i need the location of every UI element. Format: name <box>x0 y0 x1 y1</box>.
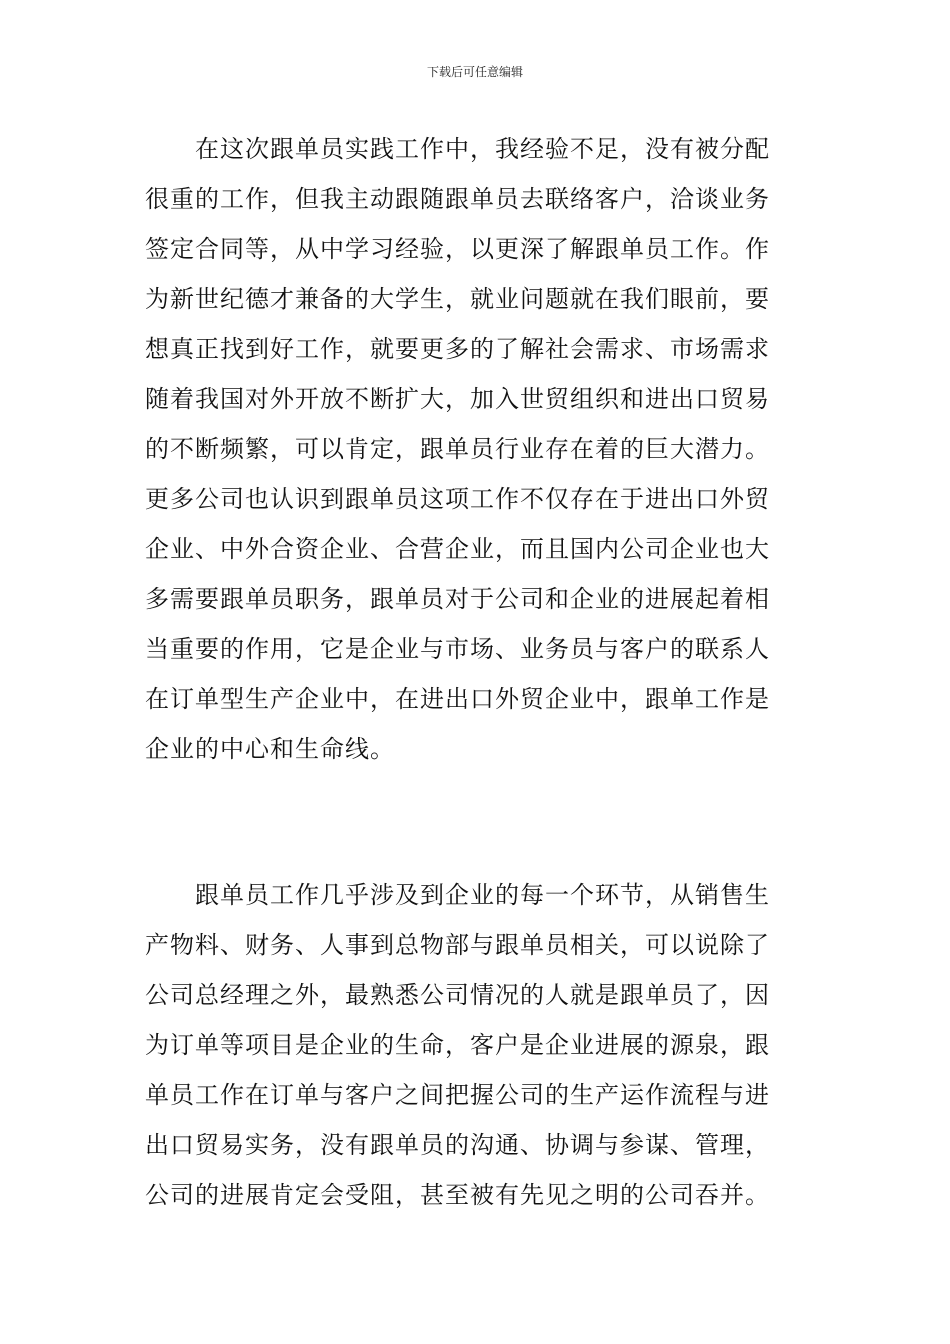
text-line: 公司的进展肯定会受阻，甚至被有先见之明的公司吞并。 <box>145 1181 770 1209</box>
paragraph-2 <box>145 870 815 1220</box>
text-line: 多需要跟单员职务，跟单员对于公司和企业的进展起着相 <box>145 585 770 613</box>
text-line: 签定合同等，从中学习经验，以更深了解跟单员工作。作 <box>145 235 770 263</box>
text-line: 企业、中外合资企业、合营企业，而且国内公司企业也大 <box>145 535 770 563</box>
text-line: 为订单等项目是企业的生命，客户是企业进展的源泉，跟 <box>145 1031 770 1059</box>
text-line: 公司总经理之外，最熟悉公司情况的人就是跟单员了，因 <box>145 981 770 1009</box>
text-line: 在这次跟单员实践工作中，我经验不足，没有被分配 <box>195 135 770 163</box>
text-line: 当重要的作用，它是企业与市场、业务员与客户的联系人 <box>145 635 770 663</box>
text-line: 为新世纪德才兼备的大学生，就业问题就在我们眼前，要 <box>145 285 770 313</box>
paragraph-1 <box>145 124 815 774</box>
page-header-note: 下载后可任意编辑 <box>426 65 523 79</box>
text-line: 跟单员工作几乎涉及到企业的每一个环节，从销售生 <box>195 881 770 909</box>
text-line: 很重的工作，但我主动跟随跟单员去联络客户，洽谈业务 <box>145 185 770 213</box>
text-line: 产物料、财务、人事到总物部与跟单员相关，可以说除了 <box>145 931 770 959</box>
text-line: 的不断频繁，可以肯定，跟单员行业存在着的巨大潜力。 <box>145 435 770 463</box>
text-line: 单员工作在订单与客户之间把握公司的生产运作流程与进 <box>145 1081 770 1109</box>
text-line: 出口贸易实务，没有跟单员的沟通、协调与参谋、管理， <box>145 1131 770 1159</box>
text-line: 在订单型生产企业中，在进出口外贸企业中，跟单工作是 <box>145 685 770 713</box>
text-line: 随着我国对外开放不断扩大，加入世贸组织和进出口贸易 <box>145 385 770 413</box>
text-line: 企业的中心和生命线。 <box>145 735 395 763</box>
text-line: 更多公司也认识到跟单员这项工作不仅存在于进出口外贸 <box>145 485 770 513</box>
text-line: 想真正找到好工作，就要更多的了解社会需求、市场需求 <box>145 335 770 363</box>
